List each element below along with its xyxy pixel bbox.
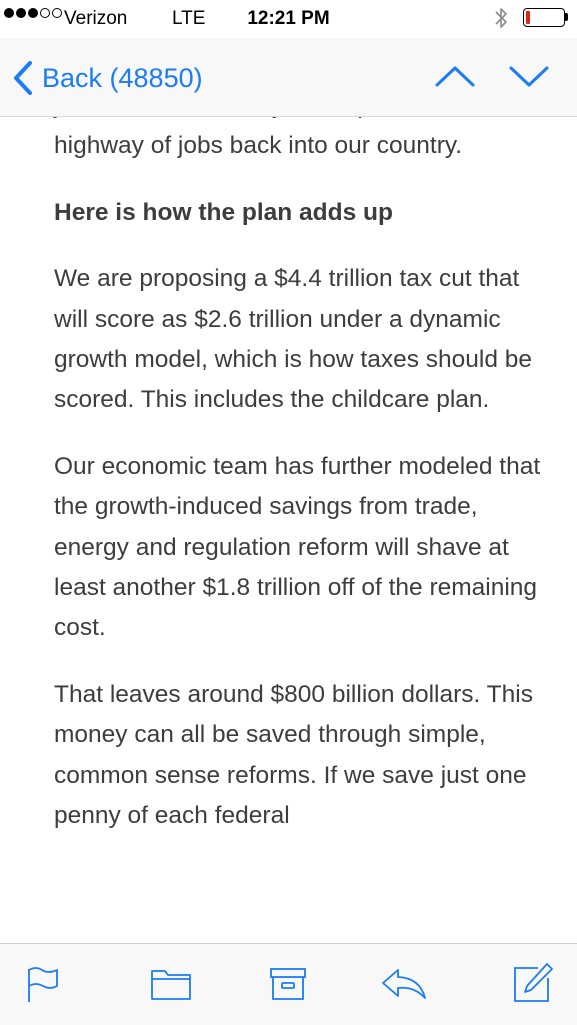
next-message-chevron-down-icon[interactable] xyxy=(508,64,550,88)
back-button[interactable] xyxy=(12,58,203,98)
bottom-toolbar xyxy=(0,943,577,1025)
folder-icon[interactable] xyxy=(150,966,192,1002)
status-time: 12:21 PM xyxy=(247,8,330,29)
flag-icon[interactable] xyxy=(26,966,60,1004)
archive-icon[interactable] xyxy=(269,966,307,1002)
bluetooth-icon xyxy=(494,5,508,31)
message-paragraph: We are proposing a $4.4 trillion tax cut that will score as $2.6 trillion under a dynamic growth model, which is how taxes should be scored. This includes the childcare plan. xyxy=(54,265,533,414)
network-type: LTE xyxy=(172,8,206,29)
chevron-left-icon xyxy=(12,60,34,96)
message-heading: Here is how the plan adds up xyxy=(54,198,393,226)
status-bar xyxy=(0,0,577,38)
message-paragraph: Our economic team has further modeled that the growth-induced savings from trade, energy and regulation reform will shave at least another $1.8 trillion off of the remaining cost. xyxy=(54,452,541,642)
battery-level-fill xyxy=(526,11,530,24)
back-button-label: Back (48850) xyxy=(42,62,203,93)
reply-icon[interactable] xyxy=(380,966,428,1002)
carrier-name: Verizon xyxy=(64,8,128,29)
message-paragraph: highway of jobs back into our country. xyxy=(54,132,463,160)
previous-message-chevron-up-icon[interactable] xyxy=(434,64,476,88)
navigation-bar xyxy=(0,38,577,117)
message-text xyxy=(54,86,554,863)
battery-icon xyxy=(523,8,565,27)
message-body[interactable] xyxy=(0,117,577,943)
compose-icon[interactable] xyxy=(512,962,554,1004)
message-paragraph: That leaves around $800 billion dollars. This money can all be saved through simple, common sense reforms. If we save just one penny of each federal xyxy=(54,680,533,830)
battery-tip xyxy=(565,13,568,21)
